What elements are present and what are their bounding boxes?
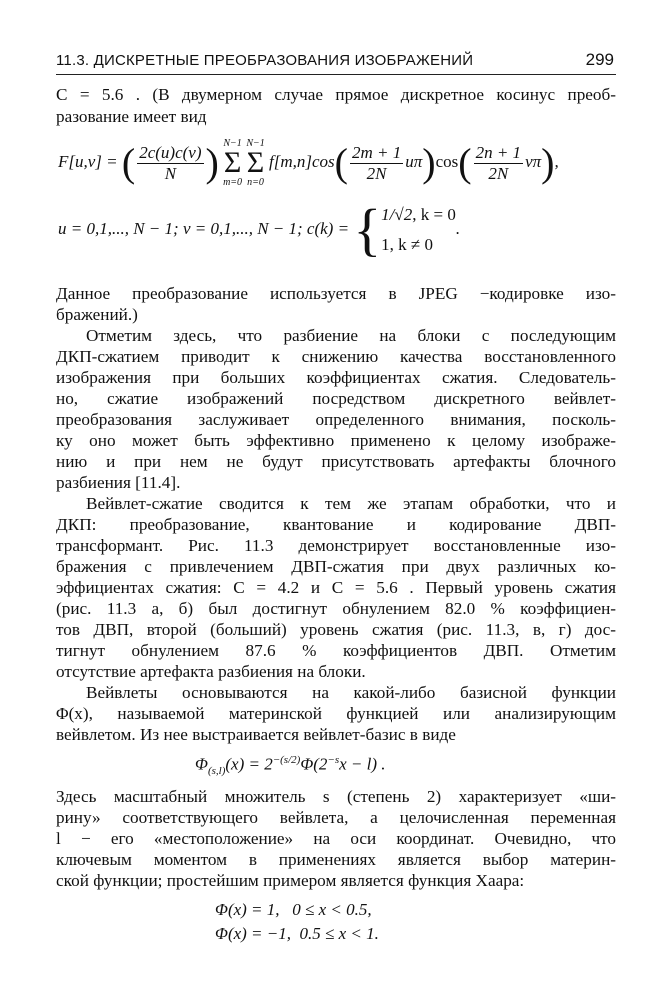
para-line: разбиения [11.4]. [56,473,181,492]
para-line: но, сжатие изображений посредством дискретного вейвлет- [56,389,616,408]
para-line: тов ДВП, второй (больший) уровень сжатия (рис. 11.3, в, г) дос- [56,620,616,639]
para-line: ДКП-сжатием приводит к снижению качества восстановленного [56,347,616,366]
dct-coef: $\frac{2c(u)c(v)}{N}$ [139,142,202,183]
para-line: Данное преобразование используется в JPEG −кодировке изо- [56,284,616,303]
page-number: 299 [585,50,614,69]
para-line: изображения при больших коэффициентах сжатия. Следователь- [56,368,616,387]
frac-1: $\frac{2m + 1}{2N}$ [351,142,402,183]
para-line: эффициентах сжатия: C = 4.2 и C = 5.6 . Первый уровень сжатия [56,578,616,597]
dct-term: f[m,n]cos [268,151,335,171]
after-line: l − его «местоположение» на оси координат. Очевидно, что [56,829,616,848]
dct-lhs: F[u,v] = [58,151,118,171]
intro-line-1: C = 5.6 . (В двумерном случае прямое дискретное косинус преоб- [56,85,616,104]
frac-2: $\frac{2n + 1}{2N}$ [475,142,522,183]
ck-lhs: u = 0,1,..., N − 1; v = 0,1,..., N − 1; c(k) = [58,218,350,238]
intro-line-2: разование имеет вид [56,107,207,126]
para-line: тигнут обнулением 87.6 % коэффициентов ДВП. Отметим [56,641,616,660]
ck-cases: 1/√2, k = 0 1, k ≠ 0 [381,205,456,254]
para-line: нию и при нем не будут присутствовать артефакты блочного [56,452,616,471]
after-line: рину» соответствующего вейвлета, а целочисленная переменная [56,808,616,827]
para-line: ДКП: преобразование, квантование и кодирование ДВП- [56,515,616,534]
para-line: бражений.) [56,305,138,324]
para-line: преобразования заслуживает определенного внимания, посколь- [56,410,616,429]
haar-row-1: Φ(x) = 1, 0 ≤ x < 0.5, [215,900,372,919]
after-line: ключевым моментом в применениях является выбор материн- [56,850,616,869]
para-line: отсутствие артефакта разбиения на блоки. [56,662,366,681]
dct-formula: F[u,v] = ( $\frac{2c(u)c(v)}{N}$ ) N−1 Σ m=0 N−1 Σ n=0 f[m,n]cos( $\frac{2m + 1}{2N}$ uπ)cos( $\frac{2n + 1}{2N}$ vπ), [58,138,559,188]
para-line: ку оно может быть эффективно применено к целому изображе- [56,431,616,450]
para-line: трансформант. Рис. 11.3 демонстрирует восстановленные изо- [56,536,616,555]
after-line: ской функции; простейшим примером является функция Хаара: [56,871,525,890]
basis-formula: $\Phi_{(s,l)}(x) = 2^{-(s/2)}\Phi(2^{-s}x - l)$ . [195,754,386,778]
para-line: Вейвлеты основываются на какой-либо базисной функции [86,683,616,702]
para-line: Φ(x), называемой материнской функцией или анализирующим [56,704,616,723]
para-line: (рис. 11.3 а, б) был достигнут обнулением 82.0 % коэффициен- [56,599,616,618]
para-line: Отметим здесь, что разбиение на блоки с последующим [86,326,616,345]
sum-m: N−1 Σ m=0 [223,138,243,188]
section-title: 11.3. ДИСКРЕТНЫЕ ПРЕОБРАЗОВАНИЯ ИЗОБРАЖЕНИЙ [56,52,474,69]
sum-n: N−1 Σ n=0 [246,138,265,188]
running-header [56,44,616,75]
haar-row-2: Φ(x) = −1, 0.5 ≤ x < 1. [215,924,379,943]
para-line: бражения с привлечением ДВП-сжатия при двух различных ко- [56,557,616,576]
after-line: Здесь масштабный множитель s (степень 2) характеризует «ши- [56,787,616,806]
para-line: Вейвлет-сжатие сводится к тем же этапам обработки, что и [86,494,616,513]
para-line: вейвлетом. Из нее выстраивается вейвлет-базис в виде [56,725,456,744]
ck-formula: u = 0,1,..., N − 1; v = 0,1,..., N − 1; c(k) = {1/√2, k = 0 1, k ≠ 0. [58,197,461,262]
